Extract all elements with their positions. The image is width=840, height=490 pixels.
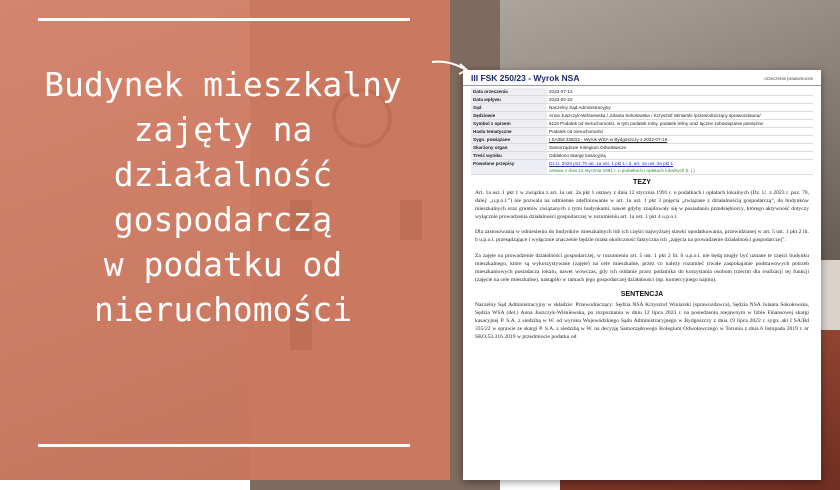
- meta-value: 2023-07-12: [547, 88, 813, 96]
- meta-value: Podatek od nieruchomości: [547, 128, 813, 136]
- table-row: [471, 136, 813, 144]
- headline-line: nieruchomości: [93, 290, 353, 329]
- headline-line: działalność: [113, 155, 333, 194]
- meta-key: Treść wyniku: [471, 152, 547, 160]
- table-row: [471, 152, 813, 160]
- meta-key: Skarżony organ: [471, 144, 547, 152]
- document-title: III FSK 250/23 - Wyrok NSA: [471, 73, 580, 83]
- meta-value: Naczelny Sąd Administracyjny: [547, 104, 813, 112]
- meta-key: Powołane przepisy: [471, 160, 547, 175]
- related-case-link[interactable]: I SA/Bd 335/22 - Wyrok WSA w Bydgoszczy z 2022-07-19: [547, 136, 813, 144]
- meta-value: Samorządowe Kolegium Odwoławcze: [547, 144, 813, 152]
- table-row: [471, 120, 813, 128]
- document-header: [463, 70, 821, 86]
- legal-provision-note: ustawa z dnia 12 stycznia 1991 r. o podatkach i opłatach lokalnych (t. j.): [549, 168, 695, 173]
- meta-value: Oddalono skargę kasacyjną: [547, 152, 813, 160]
- table-row: [471, 112, 813, 120]
- metadata-table: [471, 88, 813, 175]
- meta-key: Sąd: [471, 104, 547, 112]
- thesis-paragraph: Za zajęte na prowadzenie działalności gospodarczej, w rozumieniu art. 5 ust. 1 pkt 2 lit. b u.p.o.l. nie będą mogły być uznane te części budynku mieszkalnego, które są wykorzystywane (zajęte) na cele mieszkalne, przez co należy rozumieć trwałe zaspokajanie podstawowych potrzeb mieszkaniowych posiadacza lokalu, nawet wówczas, gdy ich oddanie przez podatnika do korzystania osobom trzecim dla realizacji tej funkcji (zajęcie na cele mieszkalne), nastąpiło w ramach jego gospodarczej działalności (np. komercyjnego najmu).: [475, 252, 809, 283]
- table-row: [471, 104, 813, 112]
- headline-line: zajęty na: [133, 110, 313, 149]
- table-row: [471, 96, 813, 104]
- thesis-paragraph: Dla zastosowania w odniesieniu do budynków mieszkalnych lub ich części najwyższej stawki opodatkowania, przewidzianej w art. 5 ust. 1 pkt 2 lit. b u.p.o.l. przesądzające i wyłącznie znaczenie będzie miała okoliczność faktyczna ich „zajęcia na prowadzenie działalności gospodarczej”.: [475, 229, 809, 244]
- theses-heading: TEZY: [633, 179, 651, 186]
- table-row: [471, 128, 813, 136]
- meta-key: Sygn. powiązane: [471, 136, 547, 144]
- document-status: orzeczenie prawomocne: [764, 75, 813, 81]
- sentence-heading: SENTENCJA: [620, 290, 664, 298]
- meta-key: Symbol z opisem: [471, 120, 547, 128]
- meta-key: Data wpływu: [471, 96, 547, 104]
- judgment-document: [463, 70, 821, 480]
- meta-key: Data orzeczenia: [471, 88, 547, 96]
- sentence-paragraph: Naczelny Sąd Administracyjny w składzie: Przewodniczący: Sędzia NSA Krzysztof Winiarski (sprawozdawca), Sędzia NSA Jolanta Sokołowska, Sędzia WSA (del.) Anna Juszczyk-Wiśniewska, po rozpoznaniu w dniu 12 lipca 2023 r. na posiedzeniu niejawnym w Izbie Finansowej skargi kasacyjnej P. S.A. z siedzibą w W. od wyroku Wojewódzkiego Sądu Administracyjnego w Bydgoszczy z dnia 19 lipca 2022 r. sygn. akt I SA/Bd 335/22 w sprawie ze skargi P. S.A. z siedzibą w W. na decyzję Samorządowego Kolegium Odwoławczego w Toruniu z dnia 6 listopada 2019 r. nr SKO.53.316.2019 w przedmiocie podatku od: [475, 301, 809, 341]
- meta-value: 2023-02-22: [547, 96, 813, 104]
- table-row: [471, 144, 813, 152]
- meta-value: Anna Juszczyk-Wiśniewska / Jolanta Sokołowska / Krzysztof Winiarski /przewodniczący sprawozdawca/: [547, 112, 813, 120]
- meta-key: Sędziowie: [471, 112, 547, 120]
- headline-line: gospodarczą: [113, 200, 333, 239]
- table-row: [471, 88, 813, 96]
- headline-line: w podatku od: [103, 245, 343, 284]
- meta-value: 6116 Podatek od nieruchomości, w tym podatek rolny, podatek leśny oraz łączne zobowiązanie pieniężne: [547, 120, 813, 128]
- meta-key: Hasła tematyczne: [471, 128, 547, 136]
- table-row: [471, 160, 813, 175]
- bottom-divider-line: [38, 444, 410, 447]
- headline: [10, 62, 436, 332]
- thesis-paragraph: Art. 1a ust. 1 pkt 1 w związku z art. 1a ust. 2a pkt 1 ustawy z dnia 12 stycznia 1991 r. o podatkach i opłatach lokalnych (Dz. U. z 2023 r. poz. 70, dalej: „u.p.o.l.”) nie pozwala na odmienne zdefiniowanie w art. 1a ust. 1 pkt 3 pojęcia „związane z działalnością gospodarczą”, do budynków mieszkalnych oraz gruntów związanych z tymi budynkami, nawet gdyby znajdowały się w posiadaniu przedsiębiorcy, którego aktywność dotyczy wyłącznie prowadzenia działalności gospodarczej w rozumieniu art. 1a ust. 1 pkt 4 u.p.o.l.: [475, 190, 809, 221]
- legal-provision-link[interactable]: Dz.U. 2023 poz 70 art. 1a ust. 1 pkt 1 i 3, art. 1a ust. 2a pkt 1: [549, 161, 674, 166]
- headline-line: Budynek mieszkalny: [44, 65, 402, 104]
- top-divider-line: [38, 18, 410, 21]
